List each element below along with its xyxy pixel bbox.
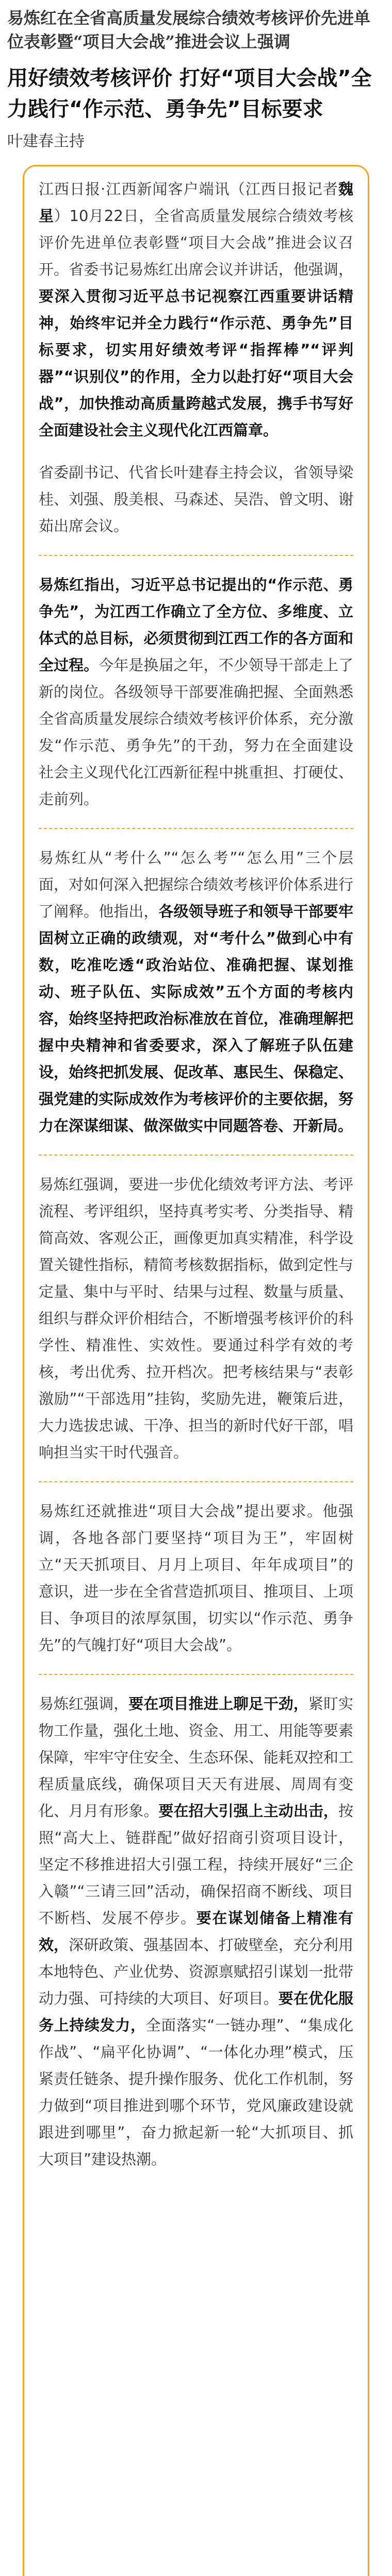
byline: 叶建春主持 [7,132,85,150]
paragraph-3 [39,571,353,812]
paragraph-4 [39,844,353,1139]
bold-text: 要深入贯彻习近平总书记视察江西重要讲话精神，始终牢记并全力践行“作示范、勇争先”目标要求，切实用好绩效考评“指挥棒”“评判器”“识别仪”的作用，全力以赴打好“项目大会战”，加快推动高质量跨越式发展，携手书写好全面建设社会主义现代化江西篇章。 [39,287,353,439]
bold-text: 易炼红指出，习近平总书记提出的“作示范、勇争先”，为江西工作确立了全方位、多维度、立体式的总目标，必须贯彻到江西工作的各方面和全过程。 [39,576,353,674]
text-run: 今年是换届之年，不少领导干部走上了新的岗位。各级领导干部要准确把握、全面熟悉全省高质量发展综合绩效考核评价体系，充分激发“作示范、勇争先”的干劲，努力在全面建设社会主义现代化江西新征程中挑重担、打硬仗、走前列。 [39,656,353,808]
bold-text: 魏星 [39,180,353,225]
text-run: 深研政策、强基固本、打破壁垒，充分利用本地特色、产业优势、资源禀赋招引谋划一批带动力强、可持续的大项目、好项目。 [39,1936,353,2007]
paragraph-2 [39,459,353,539]
article-body [23,165,369,2576]
text-run: ）10月22日，全省高质量发展综合绩效考核评价先进单位表彰暨“项目大会战”推进会议召开。省委书记易炼红出席会议并讲话，他强调， [39,207,353,278]
text-run: 易炼红还就推进“项目大会战”提出要求。他强调，各地各部门要坚持“项目为王”，牢固树立“天天抓项目、月月上项目、年年成项目”的意识，进一步在全省营造抓项目、推项目、上项目、争项目的浓厚氛围，切实以“作示范、勇争先”的气魄打好“项目大会战”。 [39,1502,353,1654]
bold-text: 要在招大引强上主动出击， [158,1802,338,1820]
text-run: 紧盯实物工作量，强化土地、资金、用工、用能等要素保障，牢牢守住安全、生态环保、能耗双控和工程质量底线，确保项目天天有进展、周周有变化、月月有形象。 [39,1695,353,1820]
bold-text: 要在项目推进上聊足干劲， [128,1695,308,1713]
text-run: 易炼红从“考什么”“怎么考”“怎么用”三个层面，对如何深入把握综合绩效考核评价体系进行了阐释。他指出， [39,849,353,920]
paragraph-7 [39,1690,353,2173]
paragraph-1 [39,176,353,444]
bold-text: 要在谋划储备上精准有效， [39,1909,353,1954]
text-run: 易炼红强调， [39,1695,129,1713]
article-title: 用好绩效考核评价 打好“项目大会战”全力践行“作示范、勇争先”目标要求 [7,66,372,121]
divider [39,1481,353,1482]
text-run: 按照“高大上、链群配”做好招商引资项目设计，坚定不移推进招大引强工程，持续开展好“三企入赣”“三请三回”活动，确保招商不断线、项目不断档、发展不停步。 [39,1802,353,1927]
paragraph-6 [39,1498,353,1658]
text-run: 易炼红强调，要进一步优化绩效考评方法、考评流程、考评组织，坚持真考实考、分类指导、精简高效、客观公正，画像更加真实精准，科学设置关键性指标，精简考核数据指标，做到定性与定量、集中与平时、结果与过程、数量与质量、组织与群众评价相结合，不断增强考核评价的科学性、精准性、实效性。要通过科学有效的考核，考出优秀、拉开档次。把考核结果与“表彰激励”“干部选用”挂钩，奖励先进，鞭策后进，大力选拔忠诚、干净、担当的新时代好干部，唱响担当实干时代强音。 [39,1176,353,1461]
paragraph-5 [39,1171,353,1466]
text-run: 江西日报·江西新闻客户端讯（江西日报记者 [39,180,338,198]
bold-text: 各级领导班子和领导干部要牢固树立正确的政绩观，对“考什么”做到心中有数，吃准吃透“政治站位、准确把握、谋划推动、班子队伍、实际成效”五个方面的考核内容，始终坚持把政治标准放在首位，准确理解把握中央精神和省委要求，深入了解班子队伍建设，始终把抓发展、促改革、惠民生、保稳定、强党建的实际成效作为考核评价的主要依据，努力在深谋细谋、做深做实中同题答卷、开新局。 [39,903,353,1134]
divider [39,1155,353,1156]
divider [39,1674,353,1675]
bold-text: 要在优化服务上持续发力， [39,1990,353,2034]
divider [39,555,353,556]
text-run: 省委副书记、代省长叶建春主持会议，省领导梁桂、刘强、殷美根、马森述、吴浩、曾文明、谢茹出席会议。 [39,464,353,535]
headline: 易炼红在全省高质量发展综合绩效考核评价先进单位表彰暨“项目大会战”推进会议上强调 [7,8,371,52]
text-run: 全面落实“一链办理”、“集成化作战”、“扁平化协调”、“一体化办理”模式，压紧责任链条、提升操作服务、优化工作机制，努力做到“项目推进到哪个环节，党风廉政建设就跟进到哪里”，奋力掀起新一轮“大抓项目、抓大项目”建设热潮。 [39,2016,353,2168]
divider [39,828,353,829]
